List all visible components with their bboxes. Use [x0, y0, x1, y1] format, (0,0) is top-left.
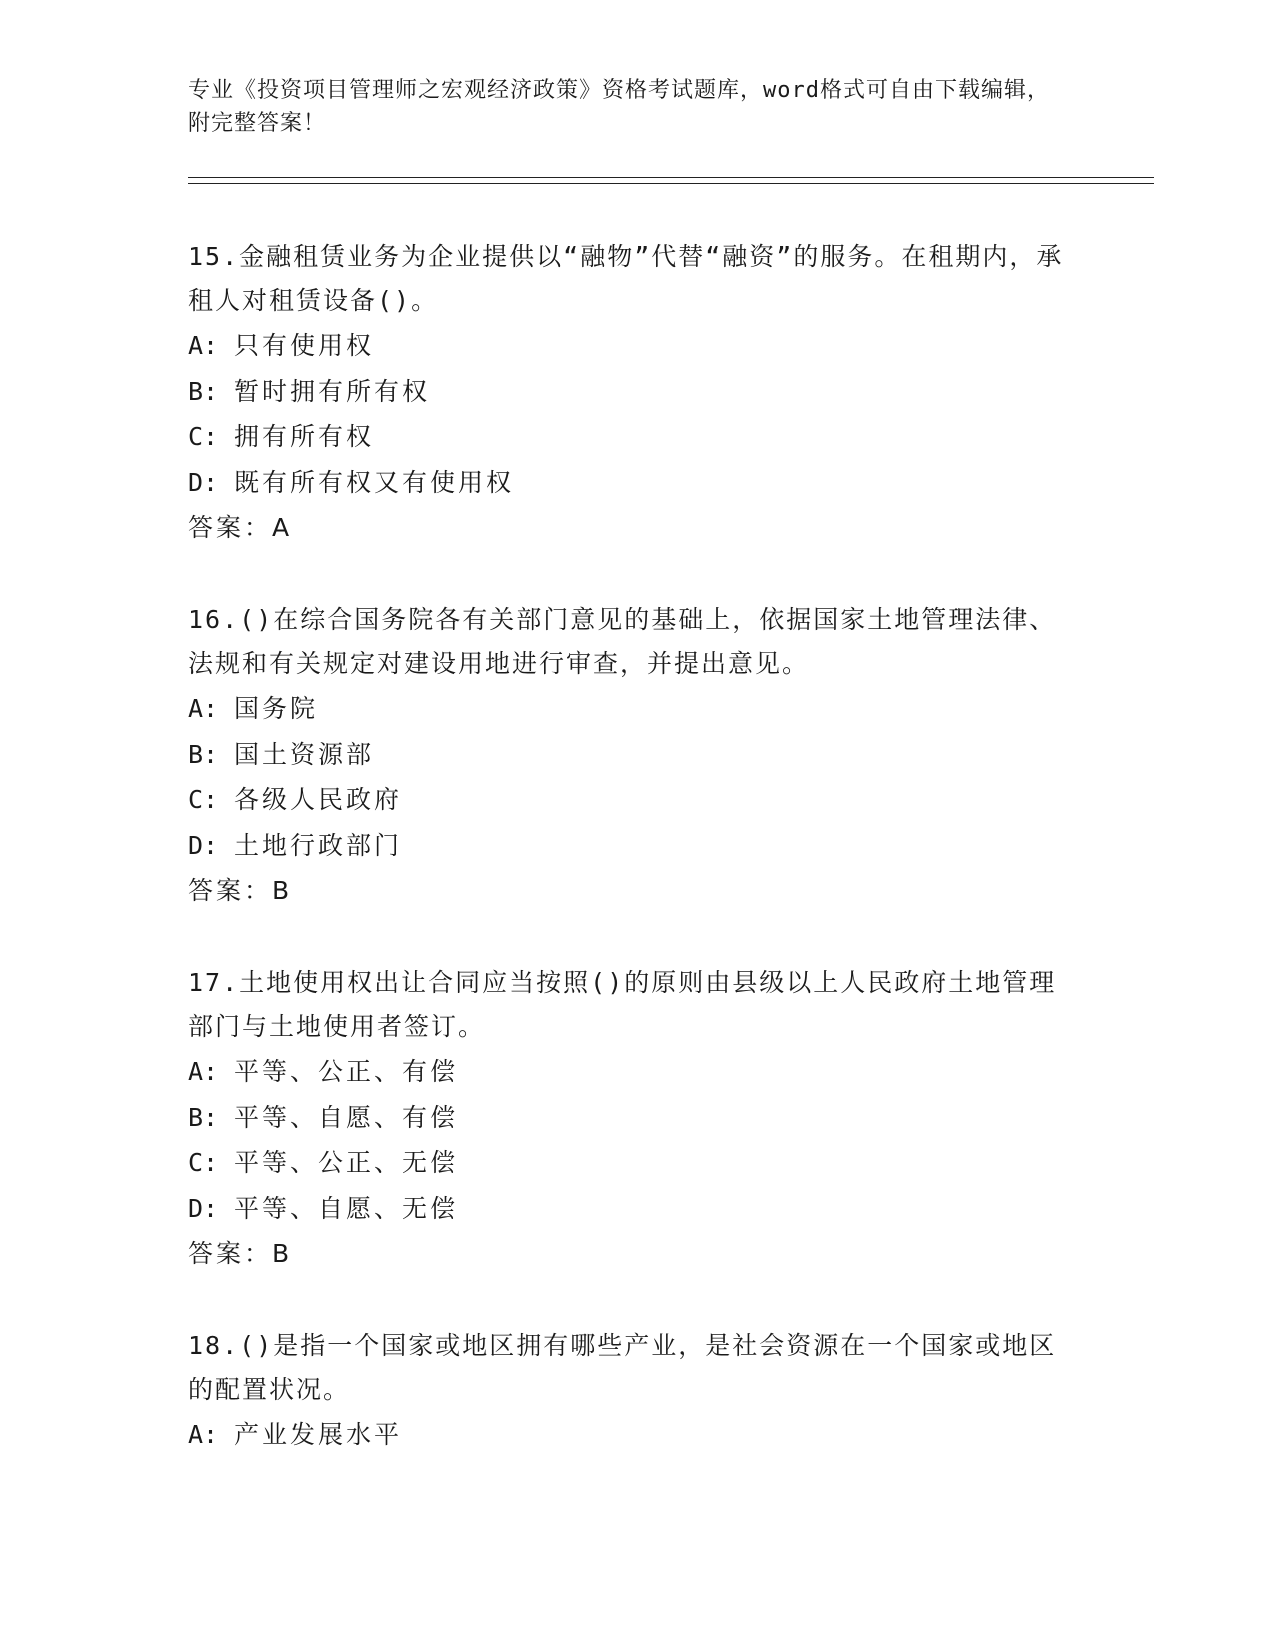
option-text: 拥有所有权	[234, 422, 375, 451]
option-text: 各级人民政府	[234, 785, 403, 814]
header-rule-top	[188, 177, 1154, 178]
option-d	[188, 460, 1068, 506]
option-b	[188, 732, 1068, 778]
option-d	[188, 823, 1068, 869]
option-key: A:	[188, 1057, 219, 1086]
option-key: C:	[188, 422, 219, 451]
option-key: B:	[188, 739, 219, 769]
question-15	[188, 235, 1068, 551]
option-c	[188, 1140, 1068, 1186]
option-text: 产业发展水平	[234, 1420, 403, 1449]
option-b	[188, 1095, 1068, 1141]
option-c	[188, 414, 1068, 460]
answer-line: 答案：B	[188, 1239, 293, 1268]
option-key: D:	[188, 467, 219, 497]
option-key: A:	[188, 331, 219, 360]
option-key: A:	[188, 1420, 219, 1449]
option-text: 平等、自愿、无偿	[234, 1193, 459, 1223]
option-key: D:	[188, 1193, 219, 1223]
option-text: 土地行政部门	[234, 830, 403, 860]
question-16	[188, 598, 1068, 914]
header-rule-bottom	[188, 183, 1154, 184]
question-stem: 17.土地使用权出让合同应当按照()的原则由县级以上人民政府土地管理部门与土地使用者签订。	[188, 968, 1057, 1041]
option-text: 平等、自愿、有偿	[234, 1102, 459, 1132]
option-a	[188, 1412, 1068, 1458]
option-text: 平等、公正、有偿	[234, 1057, 459, 1086]
option-text: 只有使用权	[234, 331, 375, 360]
option-key: C:	[188, 785, 219, 814]
option-key: D:	[188, 830, 219, 860]
option-c	[188, 777, 1068, 823]
option-text: 既有所有权又有使用权	[234, 467, 515, 497]
option-key: C:	[188, 1148, 219, 1177]
option-a	[188, 323, 1068, 369]
question-stem: 16.()在综合国务院各有关部门意见的基础上，依据国家土地管理法律、法规和有关规定对建设用地进行审查，并提出意见。	[188, 605, 1057, 678]
option-key: B:	[188, 1102, 219, 1132]
option-b	[188, 369, 1068, 415]
document-header: 专业《投资项目管理师之宏观经济政策》资格考试题库，word格式可自由下载编辑，附完整答案！	[188, 78, 1050, 136]
question-17	[188, 961, 1068, 1277]
question-stem: 18.()是指一个国家或地区拥有哪些产业，是社会资源在一个国家或地区的配置状况。	[188, 1331, 1057, 1404]
option-d	[188, 1186, 1068, 1232]
option-key: A:	[188, 694, 219, 723]
answer-line: 答案：B	[188, 876, 293, 905]
question-stem: 15.金融租赁业务为企业提供以“融物”代替“融资”的服务。在租期内，承租人对租赁设备()。	[188, 242, 1064, 315]
option-a	[188, 686, 1068, 732]
option-text: 暂时拥有所有权	[234, 376, 431, 406]
option-text: 国土资源部	[234, 739, 375, 769]
option-a	[188, 1049, 1068, 1095]
question-18	[188, 1324, 1068, 1458]
option-text: 国务院	[234, 694, 319, 723]
option-key: B:	[188, 376, 219, 406]
option-text: 平等、公正、无偿	[234, 1148, 459, 1177]
answer-line: 答案：A	[188, 513, 293, 542]
